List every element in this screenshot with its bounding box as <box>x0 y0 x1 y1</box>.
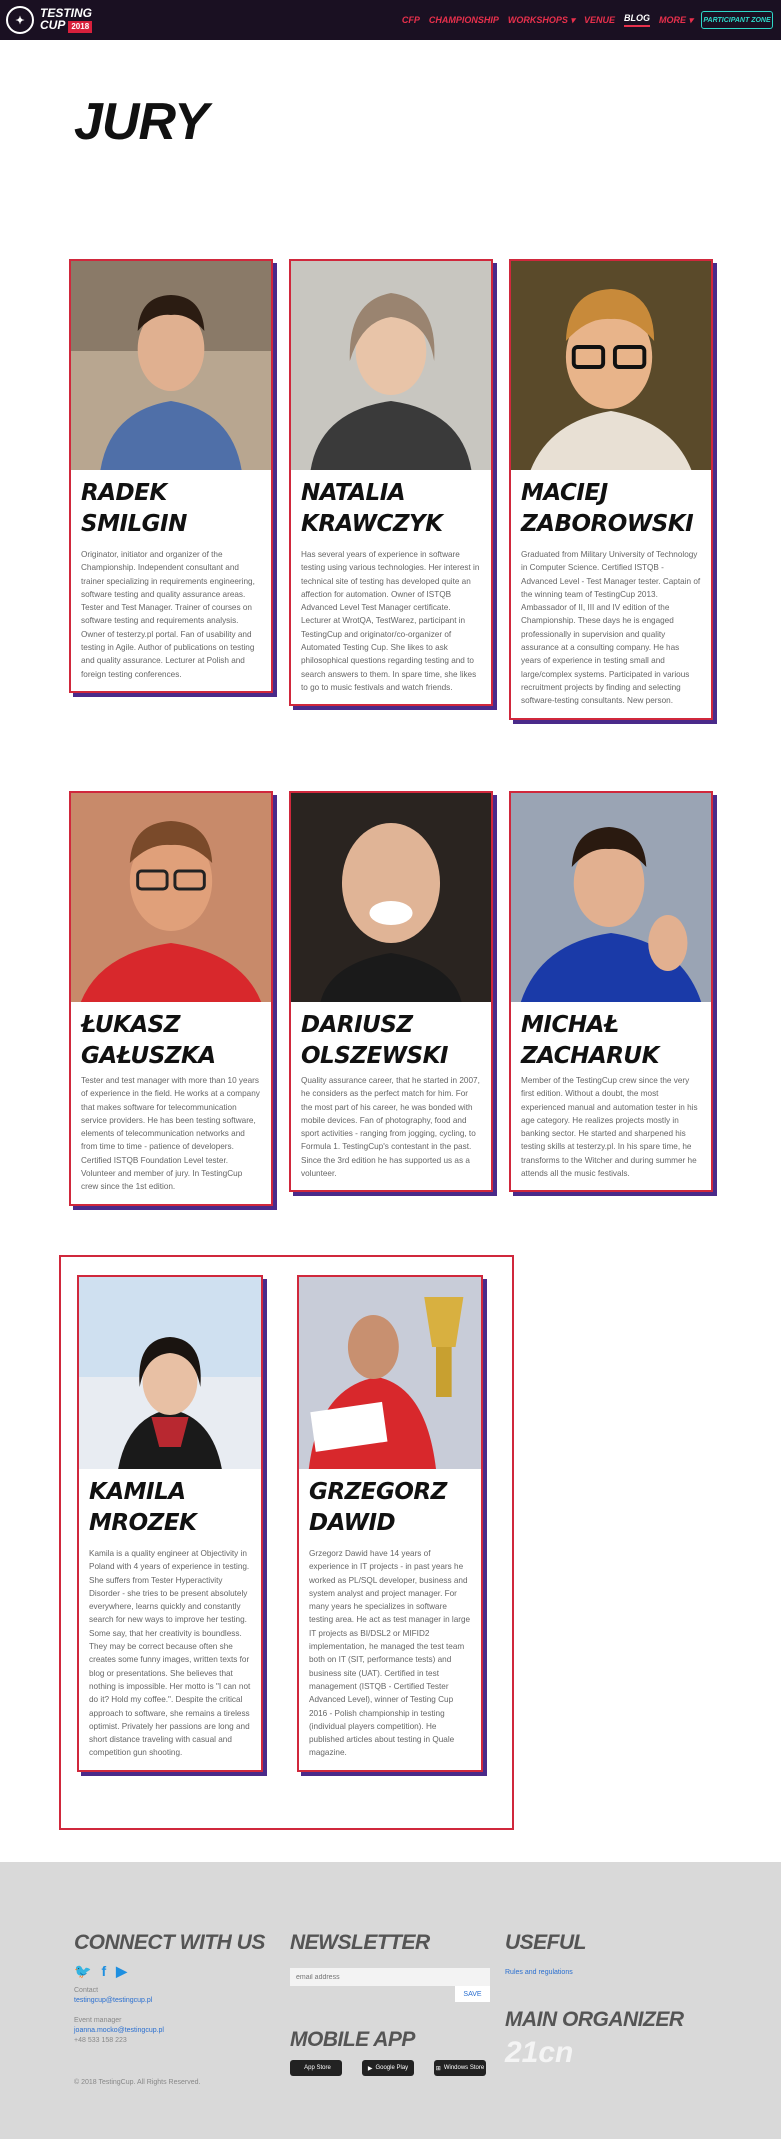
mobile-app-title: MOBILE APP <box>290 2028 415 2051</box>
jury-card-kamila <box>77 1275 263 1772</box>
newsletter-title: NEWSLETTER <box>290 1931 430 1954</box>
organizer-logo[interactable]: 21cn <box>505 2036 574 2069</box>
google-play-badge[interactable] <box>362 2060 414 2076</box>
jury-photo <box>291 261 491 470</box>
jury-bio: Tester and test manager with more than 10 years of experience in the field. He works at a company that makes software for telecommunication service providers. He has been testing software, elements of telecommunication networks and from time to time - patience of developers. Certified ISTQB Foundation Level tester. Volunteer and member of jury. In TestingCup crew since the 1st edition. <box>81 1076 260 1192</box>
app-store-label: App Store <box>304 2065 331 2071</box>
useful-title: USEFUL <box>505 1931 586 1954</box>
jury-name: ŁUKASZ GAŁUSZKA <box>81 1012 216 1066</box>
twitter-icon[interactable]: 🐦 <box>74 1963 92 1979</box>
participant-zone-button[interactable]: PARTICIPANT ZONE <box>701 11 773 29</box>
logo-text <box>40 7 92 33</box>
nav-item-championship[interactable]: CHAMPIONSHIP <box>428 15 499 25</box>
main-organizer-title: MAIN ORGANIZER <box>505 2008 684 2031</box>
nav-item-workshops[interactable]: WORKSHOPS ▾ <box>507 14 575 25</box>
page-title: JURY <box>74 93 208 151</box>
newsletter-email-input[interactable] <box>290 1968 490 1986</box>
windows-store-badge[interactable] <box>434 2060 486 2076</box>
jury-bio: Member of the TestingCup crew since the very first edition. Without a doubt, the most experienced manual and automation tester in his age category. He realizes projects mostly in banking sector. He started and sharpened his testing skills at testerzy.pl. In his spare time, he transforms to the Witcher and during summer he attends all the music festivals. <box>521 1076 698 1179</box>
jury-card-michal <box>509 791 713 1192</box>
social-links <box>74 1963 127 1980</box>
windows-icon: ⊞ <box>435 2065 441 2072</box>
contact-label: Contact <box>74 1987 99 1994</box>
jury-photo <box>71 793 271 1002</box>
nav-item-venue[interactable]: VENUE <box>583 15 615 25</box>
event-manager-email-link[interactable]: joanna.mocko@testingcup.pl <box>74 2027 164 2034</box>
connect-title: CONNECT WITH US <box>74 1931 265 1954</box>
jury-bio: Originator, initiator and organizer of the Championship. Independent consultant and trainer specializing in requirements engineering, software testing and quality assurance areas. Tester and Test Manager. Trainer of courses on software testing and requirements analysis. Owner of testerzy.pl portal. Fan of usability and testing in Agile. Author of publications on testing and quality assurance. Lecturer at Polish and foreign testing conferences. <box>81 550 255 679</box>
jury-name: RADEK SMILGIN <box>81 480 187 537</box>
top-navigation <box>0 0 781 40</box>
jury-photo <box>291 793 491 1002</box>
event-manager-label: Event manager <box>74 2017 122 2024</box>
jury-bio: Graduated from Military University of Technology in Computer Science. Certified ISTQB - Advanced Level - Test Manager tester. Captain of the winning team of TestingCup 2013. Ambassador of II, III and IV edition of the Championship. These days he is engaged professionally in supervision and quality assurance at a consulting company. He has years of experience in testing small and large/complex systems. Participated in various recruitment projects by finding and selecting software-testing consultants. New person. <box>521 550 701 706</box>
app-store-badge[interactable] <box>290 2060 342 2076</box>
newsletter-save-button[interactable]: SAVE <box>455 1986 490 2002</box>
jury-card-dariusz <box>289 791 493 1192</box>
youtube-icon[interactable]: ▶ <box>116 1963 127 1979</box>
jury-photo <box>511 793 711 1002</box>
facebook-icon[interactable]: f <box>101 1963 107 1979</box>
jury-name: MACIEJ ZABOROWSKI <box>521 480 694 537</box>
nav-links <box>402 0 693 40</box>
jury-photo <box>299 1277 481 1469</box>
jury-card-maciej <box>509 259 713 720</box>
jury-name: NATALIA KRAWCZYK <box>301 480 443 537</box>
nav-item-cfp[interactable]: CFP <box>401 15 420 25</box>
logo-line1: TESTING <box>40 6 93 20</box>
nav-item-more[interactable]: MORE ▾ <box>658 14 693 25</box>
jury-bio: Grzegorz Dawid have 14 years of experience in IT projects - in past years he worked as PL/SQL developer, business and system analyst and project manager. For many years he specializes in software testing area. He act as test manager in large IT projects as BI/DSL2 or MIFID2 implementation, he managed the test team both on IT (SIT, performance tests) and business site (UAT). Certified in test management (ISTQB - Certified Tester Advanced Level), winner of Testing Cup 2016 - Polish championship in testing (individual players competition). He published articles about testing in Quale magazine. <box>309 1549 471 1758</box>
event-manager-phone: +48 533 158 223 <box>74 2037 127 2044</box>
rules-link[interactable]: Rules and regulations <box>505 1969 573 1976</box>
jury-bio: Kamila is a quality engineer at Objectivity in Poland with 4 years of experience in testing. She suffers from Tester Hyperactivity Disorder - she tries to be present absolutely everywhere, learns quickly and constantly search for new ways to improve her testing. Some say, that her creativity is boundless. They may be correct because often she creates some funny images, written texts for blog or presentations. She believes that nothing is impossible. Her motto is "I can not do it? Hold my coffee.". Despite the critical approach to software, she remains a tireless optimist. Privately her passions are long and short distance traveling with casual and competition gun shooting. <box>89 1549 251 1758</box>
jury-photo <box>71 261 271 470</box>
jury-bio: Has several years of experience in software testing using various technologies. Her interest in technical site of testing has developed quite an affection for automation. Owner of ISTQB Advanced Level Test Manager certificate. Lecturer at WrotQA, TestWarez, participant in TestingCup and originator/co-organizer of Automated Testing Cup. She likes to ask philosophical questions regarding testing and to search answers to them. In spare time, she likes to go to music festivals and watch friends. <box>301 550 480 692</box>
google-play-label: Google Play <box>375 2065 409 2071</box>
jury-card-lukasz <box>69 791 273 1206</box>
jury-name: GRZEGORZ DAWID <box>309 1479 447 1536</box>
jury-name: DARIUSZ OLSZEWSKI <box>301 1012 448 1066</box>
logo-year: 2018 <box>68 21 92 33</box>
jury-photo <box>79 1277 261 1469</box>
nav-item-blog[interactable]: BLOG <box>624 13 650 27</box>
windows-store-label: Windows Store <box>443 2065 485 2071</box>
jury-card-natalia <box>289 259 493 706</box>
jury-name: KAMILA MROZEK <box>89 1479 197 1536</box>
jury-name: MICHAŁ ZACHARUK <box>521 1012 659 1066</box>
play-icon: ▶ <box>367 2065 373 2072</box>
contact-email-link[interactable]: testingcup@testingcup.pl <box>74 1997 153 2004</box>
cup-logo-icon: ✦ <box>6 6 34 34</box>
jury-bio: Quality assurance career, that he started in 2007, he considers as the perfect match for him. For the most part of his career, he was bonded with mobile devices. Fan of photography, food and sport activities - ranging from jogging, cycling, to Formula 1. TestingCup's contestant in the past. Since the 3rd edition he has supported us as a volunteer. <box>301 1076 480 1179</box>
testing-cup-logo[interactable] <box>6 4 106 36</box>
logo-line2: CUP <box>40 18 66 32</box>
jury-photo <box>511 261 711 470</box>
copyright: © 2018 TestingCup. All Rights Reserved. <box>74 2079 201 2086</box>
jury-card-radek <box>69 259 273 693</box>
jury-card-grzegorz <box>297 1275 483 1772</box>
